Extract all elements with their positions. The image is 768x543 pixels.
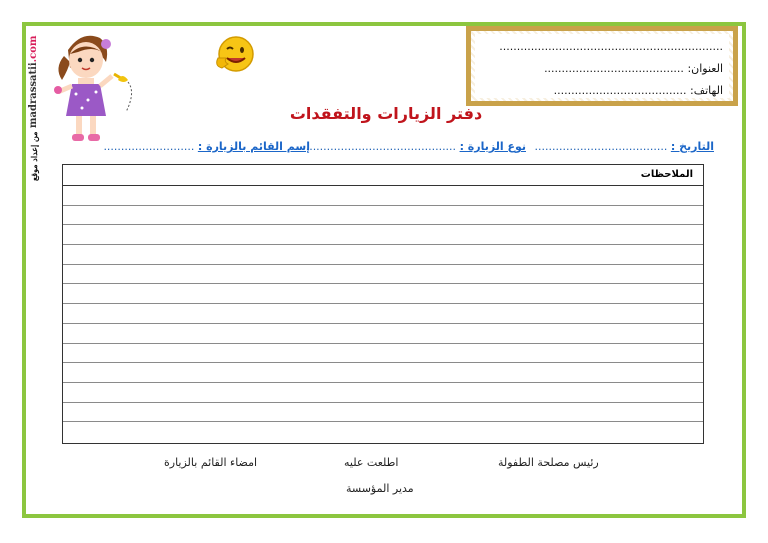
notes-line	[63, 245, 703, 265]
visit-fields	[103, 140, 714, 156]
notes-table	[62, 164, 704, 444]
visit-type-field	[299, 140, 526, 153]
notes-line	[63, 344, 703, 364]
brand-site: madrassatii	[28, 62, 39, 128]
visitor-name-dots: ..........................	[103, 140, 195, 153]
date-field	[534, 140, 714, 153]
visit-type-label: نوع الزيارة :	[459, 140, 526, 153]
notes-line	[63, 383, 703, 403]
visit-type-dots: .............................................	[298, 140, 457, 153]
notes-line	[63, 304, 703, 324]
address-dots: ........................................	[544, 62, 684, 75]
brand-tld: .com	[28, 35, 39, 63]
notes-line	[63, 363, 703, 383]
side-brand	[24, 28, 44, 188]
notes-line	[63, 265, 703, 285]
address-line	[481, 58, 723, 80]
notes-line	[63, 403, 703, 423]
notes-line	[63, 186, 703, 206]
contact-box	[466, 26, 738, 106]
visitor-name-label: إسم القائم بالزيارة :	[197, 140, 310, 153]
girl-illustration	[48, 28, 136, 146]
childhood-head-signature: رئيس مصلحة الطفولة	[498, 456, 599, 469]
winking-smiley-icon	[212, 34, 260, 74]
notes-lines	[63, 186, 703, 442]
director-signature: مدير المؤسسة	[346, 482, 414, 495]
notes-line	[63, 284, 703, 304]
brand-prefix: من إعداد موقع	[29, 131, 39, 181]
visitor-name-field	[103, 140, 310, 153]
notes-line	[63, 324, 703, 344]
date-dots: ......................................	[534, 140, 668, 153]
phone-line	[481, 80, 723, 102]
top-line-dots: ................................................................	[499, 40, 723, 53]
date-label: التاريخ :	[670, 140, 714, 153]
phone-dots: ......................................	[553, 84, 687, 97]
notes-line	[63, 206, 703, 226]
address-label: العنوان:	[687, 62, 723, 75]
page-title: دفتر الزيارات والتفقدات	[289, 104, 483, 123]
notes-line	[63, 422, 703, 442]
notes-header: الملاحظات	[63, 165, 703, 186]
contact-top-line	[481, 36, 723, 58]
visitor-signature: امضاء القائم بالزيارة	[164, 456, 258, 469]
notes-line	[63, 225, 703, 245]
reviewed-signature: اطلعت عليه	[344, 456, 399, 469]
phone-label: الهاتف:	[690, 84, 723, 97]
contact-box-inner	[475, 34, 729, 98]
